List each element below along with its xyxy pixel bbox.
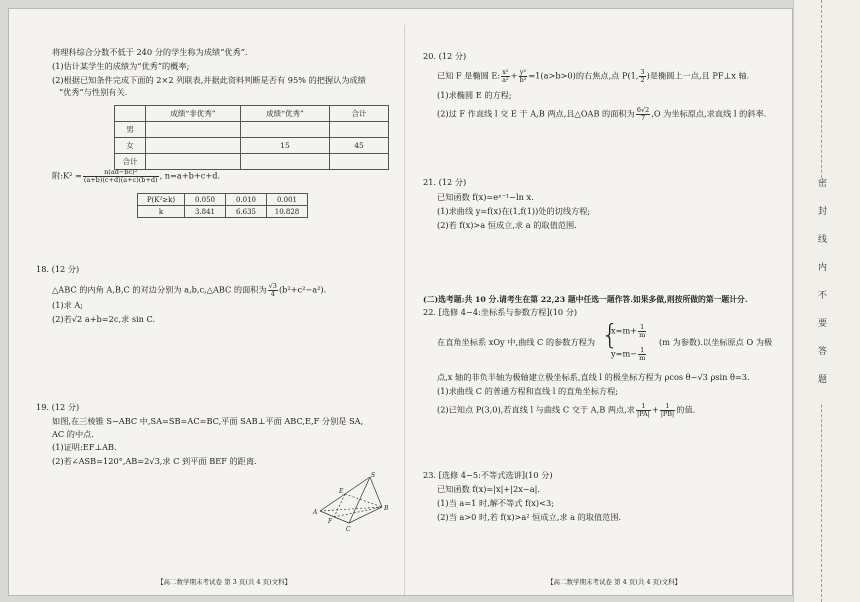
intro-question-2-cont: “优秀”与性别有关. <box>59 87 128 97</box>
table-row <box>115 154 389 170</box>
edge-eb <box>345 494 382 507</box>
edge-cb <box>349 507 382 523</box>
table-cell <box>330 154 389 170</box>
edge-ab <box>320 507 382 511</box>
pyramid-figure <box>312 471 392 533</box>
page-footer-right: 【高二数学期末考试卷 第 4 页(共 4 页)文科】 <box>547 578 682 586</box>
q18-statement: △ABC 的内角 A,B,C 的对边分别为 a,b,c,△ABC 的面积为 $\frac{√3}{4}$ (b²+c²−a²). <box>52 282 327 298</box>
label-e: E <box>339 488 344 495</box>
q20-part-1: (1)求椭圆 E 的方程; <box>437 90 512 100</box>
label-a: A <box>313 509 318 516</box>
param-x-line: x=m+ $\frac{1}{m}$ <box>611 323 646 339</box>
q18-part-2: (2)若√2 a+b=2c,求 sin C. <box>52 314 156 324</box>
q22-part-2: (2)已知点 P(3,0),若直线 l 与曲线 C 交于 A,B 两点,求 $\frac{1}{|PA|}$ + $\frac{1}{|PB|}$ 的值. <box>437 402 696 418</box>
table-cell: 45 <box>330 138 389 154</box>
q19-part-1: (1)证明:EF⊥AB. <box>52 442 117 452</box>
q22-title: 22. [选修 4−4:坐标系与参数方程](10 分) <box>423 307 578 317</box>
q23-title: 23. [选修 4−5:不等式选讲](10 分) <box>423 470 553 480</box>
table-cell <box>146 122 241 138</box>
chi-square-formula: 附:K² = $\frac{\text{n(ad−bc)²}}{(a+b)(c+d)(a+c)(b+d)}$ , n=a+b+c+d. <box>52 168 221 184</box>
intro-question-2: (2)根据已知条件完成下面的 2×2 列联表,并据此资料判断是否有 95% 的把握认为成绩 <box>52 75 366 85</box>
q19-title: 19. (12 分) <box>36 402 80 412</box>
page-footer-left: 【高二数学期末考试卷 第 3 页(共 4 页)文科】 <box>157 578 292 586</box>
q19-part-2: (2)若∠ASB=120°,AB=2√3,求 C 到平面 BEF 的距离. <box>52 456 257 466</box>
seal-line-notice: 密封线内不要答题 <box>816 178 826 402</box>
parametric-brace: { <box>601 318 619 351</box>
edge-fb <box>334 507 382 517</box>
table-cell <box>146 138 241 154</box>
q20-statement: 已知 F 是椭圆 E: $\frac{\text{x²}}{\text{a²}}$ + $\frac{\text{y²}}{\text{b²}}$ =1(a>b>0)的右焦点,点 P(1, $\frac{3}{2}$ )是椭圆上一点,且 PF⊥x 轴. <box>437 68 750 84</box>
page-fold <box>404 25 405 595</box>
table-cell <box>146 154 241 170</box>
binding-margin <box>793 0 860 602</box>
label-c: C <box>346 526 351 533</box>
table-cell <box>241 154 330 170</box>
q23-statement: 已知函数 f(x)=|x|+|2x−a|. <box>437 484 540 494</box>
param-y-line: y=m− $\frac{1}{m}$ <box>611 346 646 362</box>
label-f: F <box>328 518 333 525</box>
table-cell: 15 <box>241 138 330 154</box>
table-row: k 3.841 6.635 10.828 <box>138 206 308 218</box>
table-header: 成绩“非优秀” <box>146 106 241 122</box>
intro-line: 将理科综合分数不低于 240 分的学生称为成绩“优秀”. <box>52 47 248 57</box>
table-row <box>115 138 389 154</box>
q23-part-2: (2)当 a>0 时,若 f(x)>a² 恒成立,求 a 的取值范围. <box>437 512 622 522</box>
table-row: P(K²≥k) 0.050 0.010 0.001 <box>138 194 308 206</box>
table-cell: 合计 <box>115 154 146 170</box>
q22-part-1: (1)求曲线 C 的普通方程和直线 l 的直角坐标方程; <box>437 386 619 396</box>
q23-part-1: (1)当 a=1 时,解不等式 f(x)<3; <box>437 498 554 508</box>
edge-sb <box>370 477 382 507</box>
exam-sheet <box>8 8 793 596</box>
table-row <box>115 122 389 138</box>
table-cell <box>241 122 330 138</box>
label-b: B <box>384 505 389 512</box>
q19-statement-cont: AC 的中点. <box>52 429 94 439</box>
q20-part-2: (2)过 F 作直线 l 交 E 于 A,B 两点,且△OAB 的面积为 $\frac{6√2}{7}$ ,O 为坐标原点,求直线 l 的斜率. <box>437 106 767 122</box>
q21-part-2: (2)若 f(x)>a 恒成立,求 a 的取值范围. <box>437 220 577 230</box>
q22-statement-cont: (m 为参数).以坐标原点 O 为极 <box>659 337 773 347</box>
q21-title: 21. (12 分) <box>423 177 467 187</box>
intro-question-1: (1)估计某学生的成绩为“优秀”的概率; <box>52 61 190 71</box>
table-header <box>115 106 146 122</box>
contingency-table <box>114 105 389 170</box>
q19-statement: 如图,在三棱锥 S−ABC 中,SA=SB=AC=BC,平面 SAB⊥平面 ABC,E,F 分别是 SA, <box>52 416 364 426</box>
table-cell <box>330 122 389 138</box>
table-header: 合计 <box>330 106 389 122</box>
label-s: S <box>371 472 376 479</box>
critical-value-table <box>137 193 308 218</box>
q18-part-1: (1)求 A; <box>52 300 84 310</box>
elective-section-header: (二)选考题:共 10 分.请考生在第 22,23 题中任选一题作答.如果多做,则按所做的第一题计分. <box>423 295 748 304</box>
q18-title: 18. (12 分) <box>36 264 80 274</box>
q21-statement: 已知函数 f(x)=eˣ⁻¹−ln x. <box>437 192 534 202</box>
table-cell: 男 <box>115 122 146 138</box>
q20-title: 20. (12 分) <box>423 51 467 61</box>
table-header: 成绩“优秀” <box>241 106 330 122</box>
q21-part-1: (1)求曲线 y=f(x)在(1,f(1))处的切线方程; <box>437 206 591 216</box>
q22-statement-line2: 点,x 轴的非负半轴为极轴建立极坐标系,直线 l 的极坐标方程为 ρcos θ−√3 ρsin θ=3. <box>437 372 750 382</box>
q22-statement: 在直角坐标系 xOy 中,曲线 C 的参数方程为 <box>437 337 596 347</box>
table-cell: 女 <box>115 138 146 154</box>
